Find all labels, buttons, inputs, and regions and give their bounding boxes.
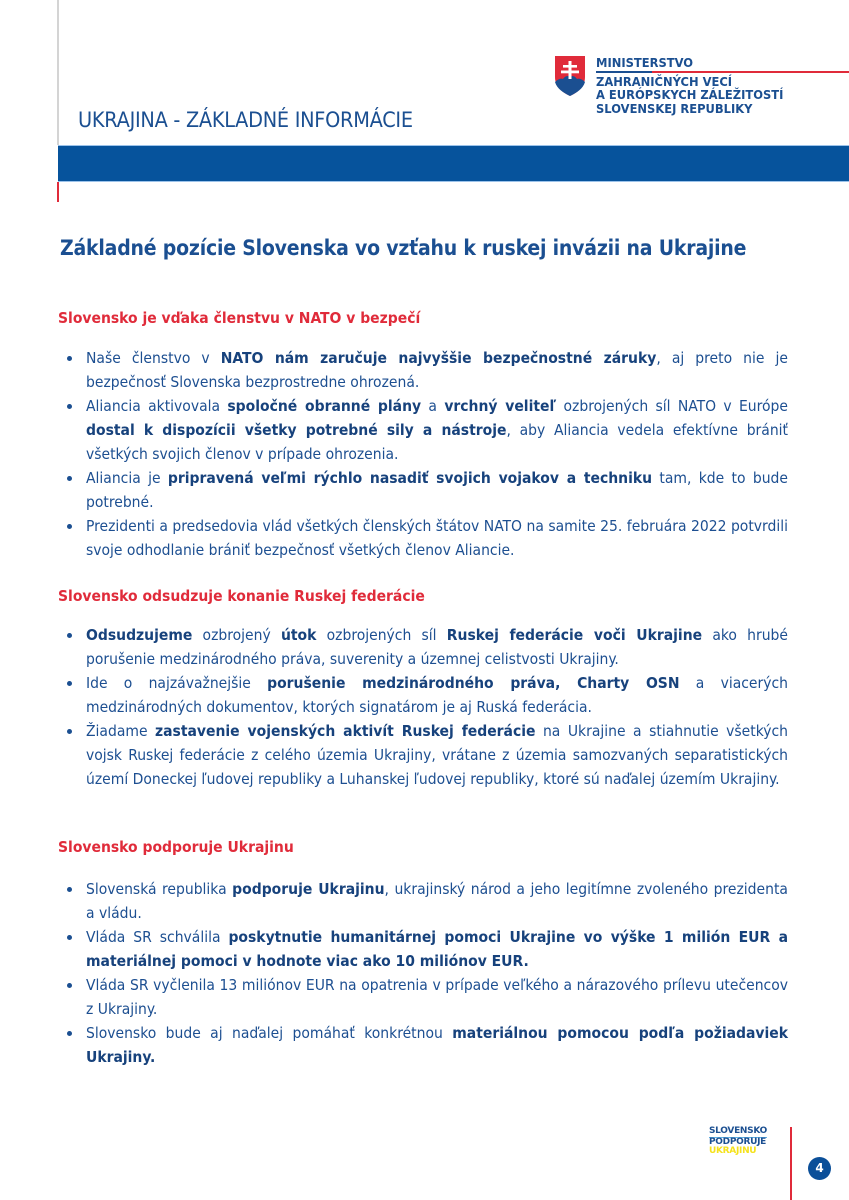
text: , aby Aliancia vedela efektívne brániť všetkých svojich členov v prípade ohrozenia. bbox=[86, 421, 788, 463]
text: Vláda SR schválila bbox=[86, 928, 229, 946]
ministry-logo-text bbox=[596, 56, 783, 115]
ministry-underline-red bbox=[652, 71, 849, 73]
text: Slovensko bude aj naďalej pomáhať konkrétnou bbox=[86, 1024, 453, 1042]
text: Ide o najzávažnejšie bbox=[86, 674, 268, 692]
left-margin-rule-accent bbox=[57, 182, 59, 202]
bullet-item bbox=[86, 671, 788, 719]
text: ozbrojených síl NATO v Európe bbox=[556, 397, 788, 415]
ministry-line-2: ZAHRANIČNÝCH VECÍ bbox=[596, 73, 733, 89]
document-title: UKRAJINA - ZÁKLADNÉ INFORMÁCIE bbox=[78, 108, 413, 132]
text: Prezidenti a predsedovia vlád všetkých členských štátov NATO na samite 25. februára 2022 potvrdili svoje odhodlanie brániť bezpečnosť všetkých členov Aliancie. bbox=[86, 517, 788, 559]
ministry-line-4: SLOVENSKEJ REPUBLIKY bbox=[596, 100, 753, 116]
bullet-item bbox=[86, 466, 788, 514]
bullet-item bbox=[86, 877, 788, 925]
text: a viacerých medzinárodných dokumentov, ktorých signatárom je aj Ruská federácia. bbox=[86, 674, 788, 716]
bold-text: porušenie medzinárodného práva, Charty OSN bbox=[267, 674, 680, 692]
main-heading: Základné pozície Slovenska vo vzťahu k ruskej invázii na Ukrajine bbox=[60, 236, 747, 260]
bold-text: vrchný veliteľ bbox=[444, 397, 557, 415]
text: tam, kde to bude potrebné. bbox=[86, 469, 788, 511]
bold-text: pripravená veľmi rýchlo nasadiť svojich vojakov a techniku bbox=[167, 469, 653, 487]
slovak-coat-of-arms-icon bbox=[554, 55, 586, 97]
bold-text: Ruskej federácie voči Ukrajine bbox=[446, 626, 703, 644]
page-number: 4 bbox=[808, 1157, 831, 1180]
bullet-list-nato bbox=[86, 346, 788, 562]
campaign-logo-line-2: PODPORUJE bbox=[709, 1136, 766, 1147]
slovensko-podporuje-ukrajinu-logo bbox=[709, 1127, 767, 1157]
bullet-list-support bbox=[86, 877, 788, 1069]
section-heading-nato: Slovensko je vďaka členstvu v NATO v bezpečí bbox=[58, 309, 421, 327]
ministry-line-1: MINISTERSTVO bbox=[596, 55, 694, 70]
section-heading-condemn: Slovensko odsudzuje konanie Ruskej federácie bbox=[58, 587, 425, 605]
text: na Ukrajine a stiahnutie všetkých vojsk Ruskej federácie z celého územia Ukrajiny, vrátane z územia samozvaných separatistických území Doneckej ľudovej republiky a Luhanskej ľudovej republiky, ktoré sú naďalej územím Ukrajiny. bbox=[86, 722, 789, 788]
bold-text: spoločné obranné plány bbox=[227, 397, 422, 415]
ministry-line-3: A EURÓPSKYCH ZÁLEŽITOSTÍ bbox=[596, 87, 784, 102]
bullet-item bbox=[86, 1021, 788, 1069]
text: ozbrojený bbox=[192, 626, 281, 644]
text: , ukrajinský národ a jeho legitímne zvoleného prezidenta a vládu. bbox=[86, 880, 788, 922]
text: , aj preto nie je bezpečnosť Slovenska bezprostredne ohrozená. bbox=[86, 349, 788, 391]
campaign-logo-line-1: SLOVENSKO bbox=[709, 1126, 767, 1136]
bullet-item bbox=[86, 925, 788, 973]
campaign-logo-line-3: UKRAJINU bbox=[709, 1146, 757, 1156]
text: a bbox=[421, 397, 445, 415]
section-heading-support: Slovensko podporuje Ukrajinu bbox=[58, 838, 294, 856]
bold-text: zastavenie vojenských aktivít Ruskej federácie bbox=[155, 722, 536, 740]
text: Žiadame bbox=[86, 722, 156, 740]
bullet-item bbox=[86, 346, 788, 394]
bullet-item bbox=[86, 719, 788, 791]
bold-text: Odsudzujeme bbox=[86, 626, 193, 644]
text: ozbrojených síl bbox=[316, 626, 447, 644]
text: Aliancia aktivovala bbox=[86, 397, 228, 415]
footer-rule bbox=[790, 1127, 792, 1200]
bullet-list-condemn bbox=[86, 623, 788, 791]
ministry-underline-blue bbox=[596, 71, 652, 73]
bold-text: podporuje Ukrajinu bbox=[232, 880, 385, 898]
bold-text: dostal k dispozícii všetky potrebné sily a nástroje bbox=[86, 421, 507, 439]
bold-text: útok bbox=[280, 626, 317, 644]
bullet-item bbox=[86, 514, 788, 562]
text: Vláda SR vyčlenila 13 miliónov EUR na opatrenia v prípade veľkého a nárazového prílevu utečencov z Ukrajiny. bbox=[86, 976, 788, 1018]
text: Aliancia je bbox=[86, 469, 168, 487]
bullet-item bbox=[86, 623, 788, 671]
left-margin-rule bbox=[57, 0, 59, 145]
bold-text: NATO nám zaručuje najvyššie bezpečnostné záruky bbox=[220, 349, 657, 367]
header-band bbox=[58, 145, 849, 182]
bullet-item bbox=[86, 973, 788, 1021]
text: Naše členstvo v bbox=[86, 349, 221, 367]
text: Slovenská republika bbox=[86, 880, 233, 898]
bold-text: poskytnutie humanitárnej pomoci Ukrajine vo výške 1 milión EUR a materiálnej pomoci v hodnote viac ako 10 miliónov EUR. bbox=[86, 928, 788, 970]
text: ako hrubé porušenie medzinárodného práva, suverenity a územnej celistvosti Ukrajiny. bbox=[86, 626, 788, 668]
bold-text: materiálnou pomocou podľa požiadaviek Ukrajiny. bbox=[86, 1024, 788, 1066]
bullet-item bbox=[86, 394, 788, 466]
